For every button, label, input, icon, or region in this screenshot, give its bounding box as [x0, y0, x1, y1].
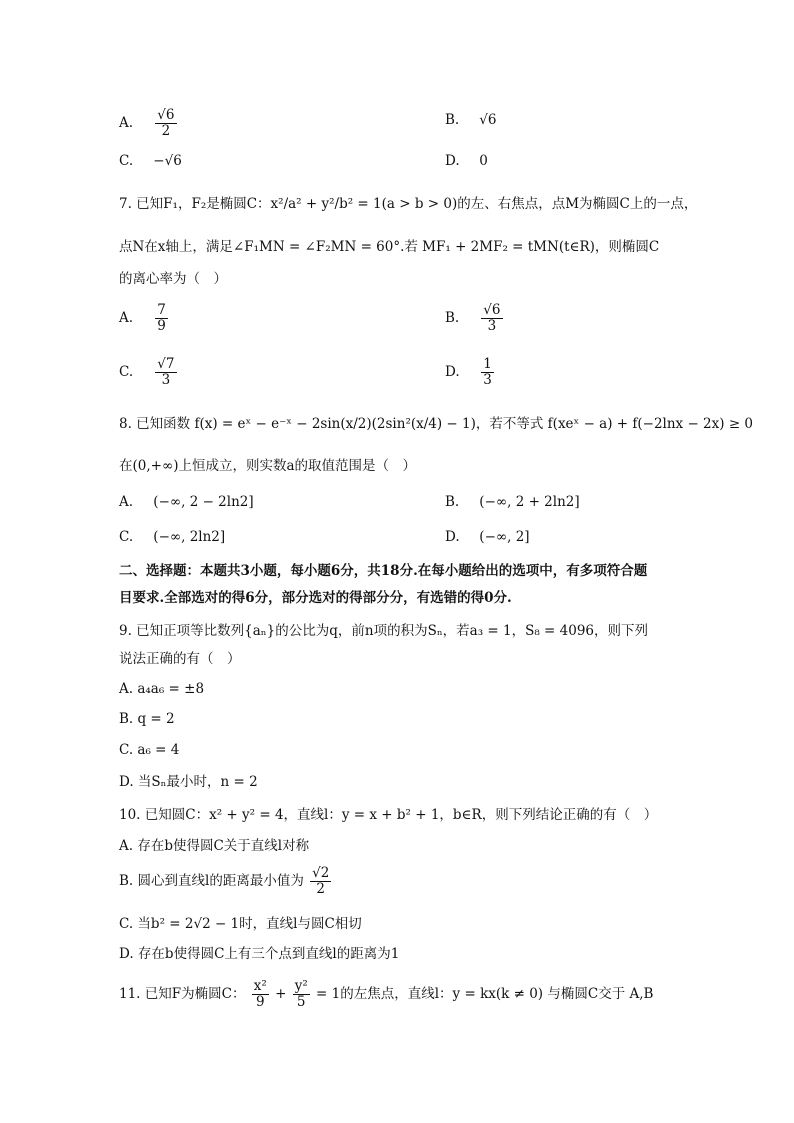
q10-option-d[interactable]: D. 存在b使得圆C上有三个点到直线l的距离为1 — [119, 946, 400, 962]
fraction: $\frac{√2}{2}$ — [312, 865, 330, 897]
q10-option-a[interactable]: A. 存在b使得圆C关于直线l对称 — [119, 838, 310, 854]
q7-option-d[interactable]: D. $\frac{1}{3}$ — [445, 356, 492, 388]
fraction: $\frac{√7}{3}$ — [157, 356, 175, 388]
q9-option-a[interactable]: A. a₄a₆ = ±8 — [119, 681, 205, 697]
q9-option-d[interactable]: D. 当Sₙ最小时，n = 2 — [119, 774, 258, 790]
q8-stem-line2: 在(0,+∞)上恒成立，则实数a的取值范围是（ ） — [119, 458, 417, 474]
q6-option-d[interactable]: D. 0 — [445, 153, 488, 169]
q10-stem: 10. 已知圆C：x² + y² = 4，直线l：y = x + b² + 1，b∈R，则下列结论正确的有（ ） — [119, 807, 658, 823]
option-label: A. — [119, 115, 134, 131]
q6-option-c[interactable]: C. −√6 — [119, 153, 182, 169]
q6-option-a[interactable] — [119, 108, 179, 139]
fraction: $\frac{√6}{2}$ — [157, 107, 175, 139]
fraction: $\frac{\text{y²}}{5}$ — [294, 978, 308, 1010]
q7-option-b[interactable]: B. $\frac{√6}{3}$ — [445, 302, 501, 334]
q11-stem: 11. 已知F为椭圆C： $\frac{\text{x²}}{9}$ + $\frac{\text{y²}}{5}$ = 1的左焦点，直线l：y = kx(k ≠ 0) 与椭圆C交于 A,B — [119, 978, 654, 1010]
q10-option-b[interactable]: B. 圆心到直线l的距离最小值为 $\frac{√2}{2}$ — [119, 865, 330, 897]
fraction: $\frac{1}{3}$ — [483, 356, 492, 388]
q10-option-c[interactable]: C. 当b² = 2√2 − 1时，直线l与圆C相切 — [119, 916, 362, 932]
q7-stem-line2: 点N在x轴上，满足∠F₁MN = ∠F₂MN = 60°.若 MF₁ + 2MF₂ = tMN(t∈R)，则椭圆C — [119, 239, 660, 255]
q8-option-b[interactable]: B. (−∞, 2 + 2ln2] — [445, 494, 580, 510]
q8-option-d[interactable]: D. (−∞, 2] — [445, 529, 530, 545]
q8-option-c[interactable]: C. (−∞, 2ln2] — [119, 529, 226, 545]
section-heading-line2: 目要求.全部选对的得6分，部分选对的得部分分，有选错的得0分. — [119, 590, 512, 606]
fraction: $\frac{\text{x²}}{9}$ — [253, 978, 267, 1010]
q7-option-a[interactable]: A. $\frac{7}{9}$ — [119, 302, 166, 334]
q7-stem-line1: 7. 已知F₁，F₂是椭圆C：x²/a² + y²/b² = 1(a > b > 0)的左、右焦点，点M为椭圆C上的一点， — [119, 196, 698, 212]
q6-option-b[interactable]: B. √6 — [445, 112, 497, 128]
fraction: $\frac{√6}{3}$ — [483, 302, 501, 334]
q7-option-c[interactable]: C. $\frac{√7}{3}$ — [119, 356, 175, 388]
q8-stem-line1: 8. 已知函数 f(x) = eˣ − e⁻ˣ − 2sin(x/2)(2sin²(x/4) − 1)，若不等式 f(xeˣ − a) + f(−2lnx − 2x) ≥ 0 — [119, 416, 754, 432]
q9-option-c[interactable]: C. a₆ = 4 — [119, 742, 180, 758]
q7-stem-line3: 的离心率为（ ） — [119, 271, 227, 287]
q9-stem-line2: 说法正确的有（ ） — [119, 651, 241, 667]
q9-stem-line1: 9. 已知正项等比数列{aₙ}的公比为q，前n项的积为Sₙ，若a₃ = 1，S₈ = 4096，则下列 — [119, 623, 649, 639]
q8-option-a[interactable]: A. (−∞, 2 − 2ln2] — [119, 494, 254, 510]
fraction: $\frac{7}{9}$ — [157, 302, 166, 334]
q9-option-b[interactable]: B. q = 2 — [119, 711, 175, 727]
section-heading-line1: 二、选择题：本题共3小题，每小题6分，共18分.在每小题给出的选项中，有多项符合题 — [119, 563, 648, 579]
